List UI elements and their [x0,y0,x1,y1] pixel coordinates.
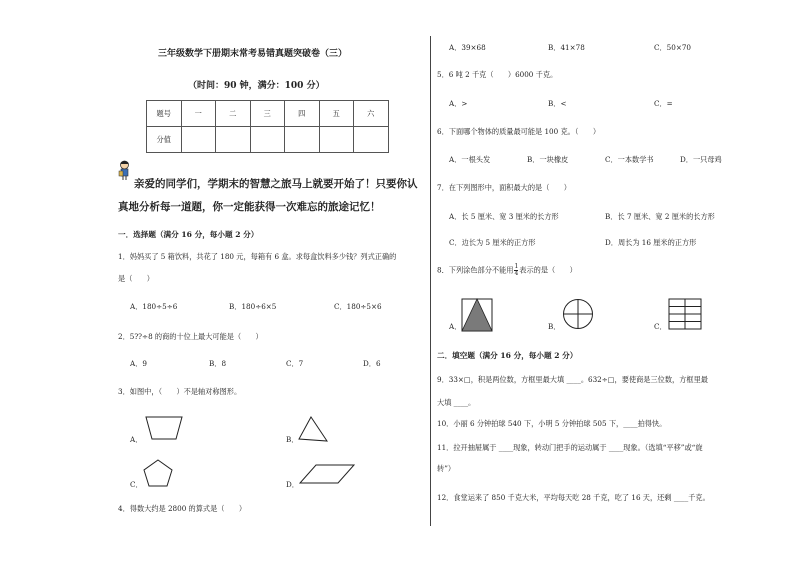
q7-option-c[interactable]: C．边长为 5 厘米的正方形 [449,238,536,247]
q3-option-a[interactable]: A． [130,435,143,444]
question-3: 3．如图中，（ ）不是轴对称图形。 [118,387,242,396]
intro-line-1: 亲爱的同学们，学期末的智慧之旅马上就要开始了！只要你认 [134,178,418,190]
question-1: 1．妈妈买了 5 箱饮料，共花了 180 元，每箱有 6 盒。求每盒饮料多少钱？列式正确的 [118,252,397,261]
question-9: 9．33×□，积是两位数，方框里最大填 ____。632÷□，要使商是三位数，方框里最 [437,375,708,384]
question-11-cont: 转”） [437,464,456,473]
q6-option-b[interactable]: B．一块橡皮 [527,155,569,164]
table-cell: 四 [285,101,320,127]
question-7: 7．在下列图形中，面积最大的是（ ） [437,183,571,192]
q7-option-d[interactable]: D．周长为 16 厘米的正方形 [605,238,697,247]
section-2-title: 二．填空题（满分 16 分，每小题 2 分） [437,351,578,360]
fraction-one-quarter: $\frac{1}{4}$ [514,263,519,277]
q8-option-a[interactable]: A． [449,322,462,331]
question-1-cont: 是（ ） [118,274,154,283]
q2-option-c[interactable]: C．7 [286,359,304,368]
question-2: 2．5??÷8 的商的十位上最大可能是（ ） [118,332,263,341]
q2-option-b[interactable]: B．8 [209,359,227,368]
table-cell: 二 [216,101,251,127]
table-cell: 三 [250,101,285,127]
pentagon-shape [142,458,174,488]
q6-option-d[interactable]: D．一只母鸡 [680,155,722,164]
q7-option-a[interactable]: A．长 5 厘米、宽 3 厘米的长方形 [449,212,559,221]
trapezoid-shape [142,415,186,441]
q8-option-c[interactable]: C． [654,322,667,331]
question-8 [437,264,577,277]
q2-option-d[interactable]: D．6 [363,359,381,368]
score-table [146,100,389,153]
table-row [147,127,389,153]
q6-option-c[interactable]: C．一本数学书 [605,155,654,164]
triangle-shape [297,415,329,443]
table-cell: 五 [319,101,354,127]
q5-option-c[interactable]: C．= [654,99,673,108]
q1-option-c[interactable]: C．180÷5×6 [334,302,382,311]
table-cell: 分值 [147,127,182,153]
table-cell: 六 [354,101,389,127]
q4-option-b[interactable]: B．41×78 [548,43,585,52]
q6-option-a[interactable]: A．一根头发 [449,155,491,164]
table-row [147,101,389,127]
column-divider [430,36,431,526]
striped-rectangle [668,298,702,330]
parallelogram-shape [298,463,356,485]
intro-line-2: 真地分析每一道题，你一定能获得一次难忘的旅途记忆！ [118,201,381,213]
table-cell: 题号 [147,101,182,127]
question-10: 10．小丽 6 分钟拍球 540 下，小明 5 分钟拍球 505 下，____拍得快。 [437,419,667,428]
quartered-circle [562,298,594,330]
q1-option-a[interactable]: A．180÷5÷6 [130,302,178,311]
q5-option-b[interactable]: B．< [548,99,567,108]
question-9-cont: 大填 ____。 [437,398,476,407]
score-input-cell[interactable] [319,127,354,153]
q4-option-a[interactable]: A．39×68 [449,43,486,52]
section-1-title: 一．选择题（满分 16 分，每小题 2 分） [118,230,259,239]
q2-option-a[interactable]: A．9 [130,359,147,368]
q4-option-c[interactable]: C．50×70 [654,43,692,52]
q3-option-d[interactable]: D． [286,480,299,489]
page-subtitle: （时间：90 钟，满分：100 分） [188,81,325,91]
q7-option-b[interactable]: B．长 7 厘米、宽 2 厘米的长方形 [605,212,715,221]
q8-option-b[interactable]: B． [548,322,561,331]
q5-option-a[interactable]: A．> [449,99,468,108]
student-icon [118,160,131,180]
question-6: 6．下面哪个物体的质量最可能是 100 克。（ ） [437,127,601,136]
shaded-triangle-in-square [461,298,493,332]
question-4: 4．得数大约是 2800 的算式是（ ） [118,504,247,513]
question-12: 12．食堂运来了 850 千克大米，平均每天吃 28 千克，吃了 16 天，还剩 ____千克。 [437,493,710,502]
question-8-text: 8．下列涂色部分不能用 [437,265,514,275]
q1-option-b[interactable]: B．180÷6×5 [229,302,277,311]
table-cell: 一 [181,101,216,127]
score-input-cell[interactable] [250,127,285,153]
q3-option-b[interactable]: B． [286,435,299,444]
score-input-cell[interactable] [285,127,320,153]
question-11: 11．拉开抽屉属于 ____现象，转动门把手的运动属于 ____现象。（选填“平移”或“旋 [437,443,703,452]
score-input-cell[interactable] [354,127,389,153]
question-5: 5．6 吨 2 千克（ ）6000 千克。 [437,70,558,79]
q3-option-c[interactable]: C． [130,480,143,489]
score-input-cell[interactable] [216,127,251,153]
score-input-cell[interactable] [181,127,216,153]
question-8-text-end: 表示的是（ ） [519,265,577,275]
page-title: 三年级数学下册期末常考易错真题突破卷（三） [158,49,348,59]
